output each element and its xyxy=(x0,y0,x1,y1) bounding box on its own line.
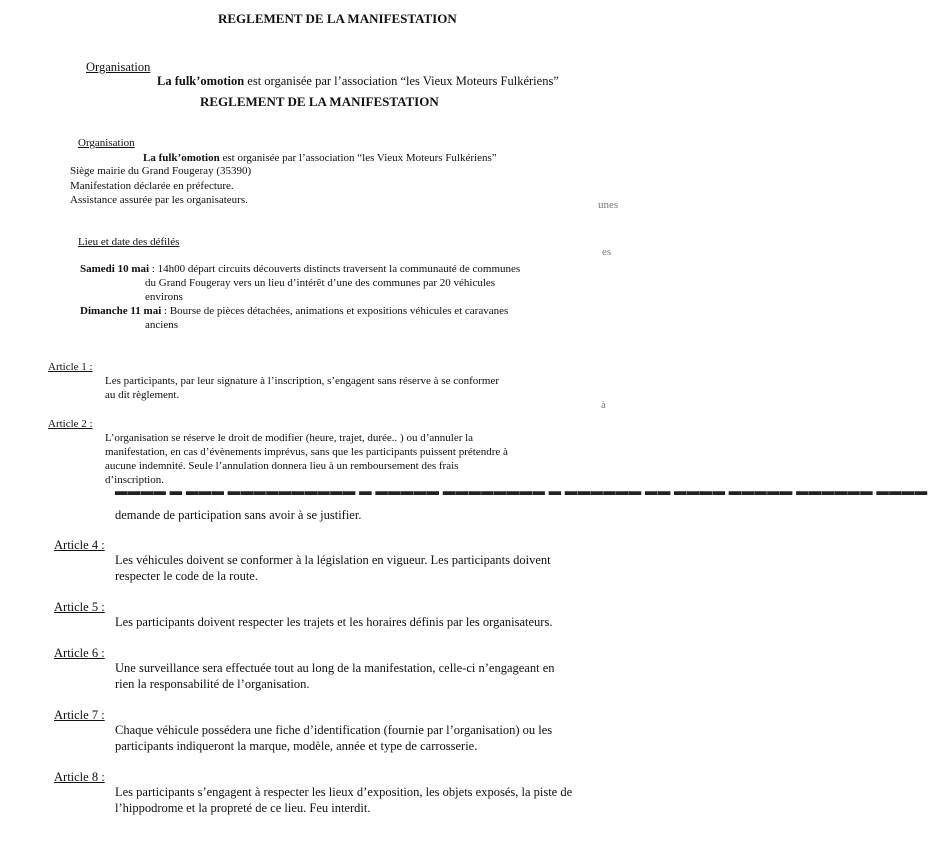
organisation-heading-duplicate: Organisation xyxy=(78,137,135,149)
dimanche-line xyxy=(80,305,508,319)
lieu-heading: Lieu et date des défilés xyxy=(78,236,180,248)
organisation-heading: Organisation xyxy=(86,60,151,74)
article-4-line-1: Les véhicules doivent se conformer à la législation en vigueur. Les participants doivent xyxy=(115,553,551,567)
article-7-line-2: participants indiqueront la marque, modèle, année et type de carrosserie. xyxy=(115,739,478,753)
article-2-line-2: manifestation, en cas d’évènements imprévus, sans que les participants puissent prétendre à xyxy=(105,446,508,458)
article-7-line-1: Chaque véhicule possédera une fiche d’identification (fournie par l’organisation) ou les xyxy=(115,723,553,737)
article-3-line: demande de participation sans avoir à se justifier. xyxy=(115,508,362,522)
declaration-line: Manifestation déclarée en préfecture. xyxy=(70,180,234,192)
document-title-duplicate: REGLEMENT DE LA MANIFESTATION xyxy=(200,94,439,109)
samedi-line-2: du Grand Fougeray vers un lieu d’intérêt d’une des communes par 20 véhicules xyxy=(145,277,496,289)
article-8-line-1: Les participants s’engagent à respecter les lieux d’exposition, les objets exposés, la piste de xyxy=(115,785,573,799)
org-name-duplicate: La fulk’omotion xyxy=(143,152,220,164)
article-6-label: Article 6 : xyxy=(54,646,105,660)
dimanche-label: Dimanche 11 mai xyxy=(80,305,162,317)
article-2-label: Article 2 : xyxy=(48,418,93,430)
article-2-line-1: L’organisation se réserve le droit de modifier (heure, trajet, durée.. ) ou d’annuler la xyxy=(105,432,474,444)
article-8-line-2: l’hippodrome et la propreté de ce lieu. Feu interdit. xyxy=(115,801,371,815)
samedi-line xyxy=(80,263,520,277)
organisation-line-duplicate xyxy=(143,152,497,166)
dimanche-text: : Bourse de pièces détachées, animations et expositions véhicules et caravanes xyxy=(161,305,509,317)
samedi-text: : 14h00 départ circuits découverts distincts traversent la communauté de communes xyxy=(149,263,521,275)
article-4-line-2: respecter le code de la route. xyxy=(115,569,258,583)
article-1-label: Article 1 : xyxy=(48,361,93,373)
article-8-label: Article 8 : xyxy=(54,770,105,784)
article-6-line-1: Une surveillance sera effectuée tout au long de la manifestation, celle-ci n’engageant en xyxy=(115,661,555,675)
article-2-line-4: d’inscription. xyxy=(105,474,164,486)
article-5-label: Article 5 : xyxy=(54,600,105,614)
samedi-label: Samedi 10 mai xyxy=(80,263,150,275)
article-7-label: Article 7 : xyxy=(54,708,105,722)
article-6-line-2: rien la responsabilité de l’organisation. xyxy=(115,677,310,691)
document-title: REGLEMENT DE LA MANIFESTATION xyxy=(218,11,457,26)
siege-line: Siège mairie du Grand Fougeray (35390) xyxy=(70,165,252,177)
article-1-line-1: Les participants, par leur signature à l’inscription, s’engagent sans réserve à se conformer xyxy=(105,375,500,387)
article-2-line-3: aucune indemnité. Seule l’annulation donnera lieu à un remboursement des frais xyxy=(105,460,459,472)
org-description-duplicate: est organisée par l’association “les Vieux Moteurs Fulkériens” xyxy=(219,152,497,164)
assistance-line: Assistance assurée par les organisateurs. xyxy=(70,194,248,206)
ghost-fragment-1: unes xyxy=(598,199,619,211)
article-1-line-2: au dit règlement. xyxy=(105,389,180,401)
article-4-label: Article 4 : xyxy=(54,538,105,552)
org-name: La fulk’omotion xyxy=(157,74,245,88)
ghost-fragment-2: es xyxy=(602,246,612,258)
article-5-line-1: Les participants doivent respecter les trajets et les horaires définis par les organisateurs. xyxy=(115,615,553,629)
obscured-text-fragment: ▬▬▬▬ ▬ ▬▬▬ ▬▬▬▬▬▬▬▬▬▬ ▬ ▬▬▬▬▬ ▬▬▬▬▬▬▬▬ ▬ ▬▬▬▬▬▬ ▬▬ ▬▬▬▬ ▬▬▬▬▬ ▬▬▬▬▬▬ ▬▬▬▬ xyxy=(115,484,928,498)
org-description: est organisée par l’association “les Vieux Moteurs Fulkériens” xyxy=(244,74,559,88)
ghost-fragment-3: à xyxy=(601,399,606,411)
organisation-line xyxy=(157,74,559,89)
dimanche-line-2: anciens xyxy=(145,319,178,331)
samedi-line-3: environs xyxy=(145,291,183,303)
